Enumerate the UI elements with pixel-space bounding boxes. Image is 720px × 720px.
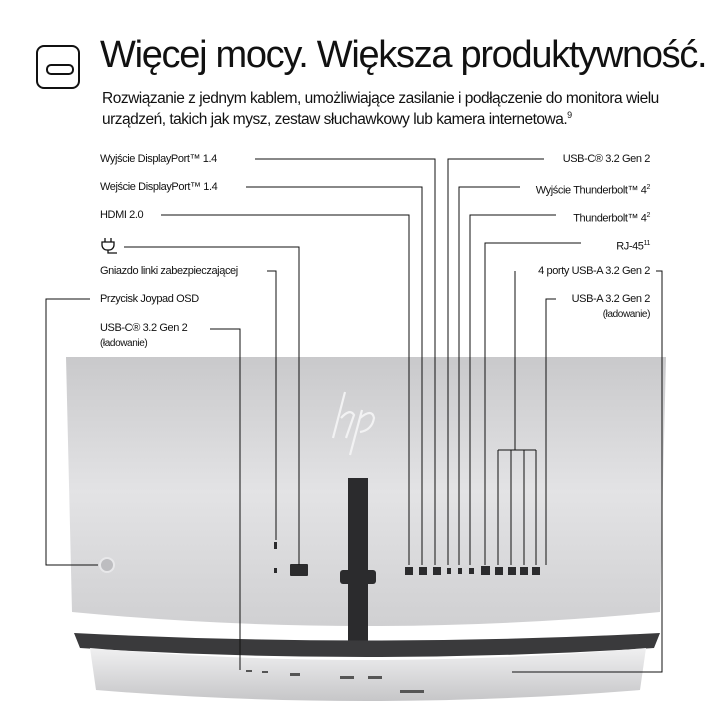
label-usbc-charging-note: (ładowanie) (100, 338, 148, 349)
label-thunderbolt-out: Wyjście Thunderbolt™ $4^2$ (535, 184, 650, 197)
page-subtitle: Rozwiązanie z jednym kablem, umożliwiające zasilanie i podłączenie do monitora wielu urządzeń, takich jak mysz, zestaw słuchawkowy lub kamera internetowa.$^9$ (102, 90, 659, 129)
joypad-button (100, 558, 114, 572)
label-usba-charging-note: (ładowanie) (602, 309, 650, 320)
label-thunderbolt: Thunderbolt™ $4^2$ (573, 212, 650, 225)
label-usbc: USB-C® 3.2 Gen 2 (562, 153, 650, 165)
label-usbc-charging: USB-C® 3.2 Gen 2 (100, 322, 188, 334)
label-dp-out: Wyjście DisplayPort™ 1.4 (100, 153, 217, 165)
stand-neck (348, 478, 368, 648)
label-usba-charging: USB-A 3.2 Gen 2 (571, 293, 650, 305)
label-dp-in: Wejście DisplayPort™ 1.4 (100, 181, 218, 193)
page-title: Więcej mocy. Większa produktywność. (100, 34, 707, 76)
label-usba-4-ports: 4 porty USB-A 3.2 Gen 2 (538, 265, 650, 277)
label-hdmi: HDMI 2.0 (100, 209, 144, 221)
label-rj45: $RJ-45^{11}$ (616, 240, 650, 253)
label-joypad-osd: Przycisk Joypad OSD (100, 293, 199, 305)
stand-clamp (340, 570, 376, 584)
label-security-lock: Gniazdo linki zabezpieczającej (100, 265, 238, 277)
